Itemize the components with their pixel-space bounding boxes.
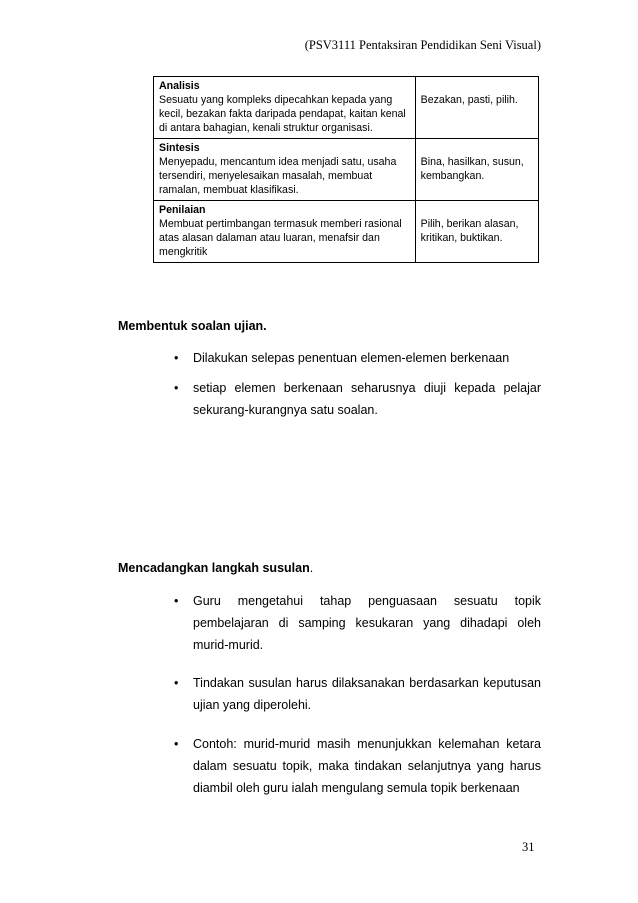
row-verbs-text: Pilih, berikan alasan, kritikan, buktikan. [420,218,519,244]
page-number: 31 [522,840,535,854]
bullet-icon: • [174,381,179,395]
bullet-icon: • [174,594,179,608]
table-cell [154,139,416,201]
table-row [154,201,539,263]
row-title: Sintesis [159,142,200,154]
row-description: Menyepadu, mencantum idea menjadi satu, usaha tersendiri, menyelesaikan masalah, membuat ramalan, membuat klasifikasi. [159,156,397,196]
list-item [174,590,541,656]
row-verbs [415,77,538,139]
list-item-text: Contoh: murid-murid masih menunjukkan kelemahan ketara dalam sesuatu topik, maka tindakan selanjutnya yang harus diambil oleh guru ialah mengulang semula topik berkenaan [193,737,541,795]
list-item-text: Dilakukan selepas penentuan elemen-elemen berkenaan [193,351,510,365]
list-item [174,377,541,421]
taxonomy-table [153,76,539,263]
bullet-icon: • [174,737,179,751]
row-verbs-text: Bina, hasilkan, susun, kembangkan. [420,156,524,182]
row-description: Sesuatu yang kompleks dipecahkan kepada yang kecil, bezakan fakta daripada pendapat, kaitan kenal di antara bahagian, kenali struktur organisasi. [159,94,406,134]
row-verbs [415,139,538,201]
list-item-text: setiap elemen berkenaan seharusnya diuji kepada pelajar sekurang-kurangnya satu soalan. [193,381,541,417]
row-verbs [415,201,538,263]
section-heading-text: Mencadangkan langkah susulan [118,561,310,575]
table-row [154,77,539,139]
table-row [154,139,539,201]
list-item-text: Tindakan susulan harus dilaksanakan berdasarkan keputusan ujian yang diperolehi. [193,676,541,712]
section-heading: Membentuk soalan ujian. [118,319,267,333]
bullet-icon: • [174,351,179,365]
heading-period: . [309,561,314,575]
list-item [174,347,541,369]
row-description: Membuat pertimbangan termasuk memberi rasional atas alasan dalaman atau luaran, menafsir dan mengkritik [159,218,402,258]
list-item [174,733,541,799]
table-cell [154,201,416,263]
page-header: (PSV3111 Pentaksiran Pendidikan Seni Visual) [304,38,541,52]
bullet-icon: • [174,676,179,690]
row-title: Penilaian [159,204,206,216]
row-title: Analisis [159,80,200,92]
table-cell [154,77,416,139]
section-heading [118,561,313,575]
row-verbs-text: Bezakan, pasti, pilih. [420,94,518,106]
list-item-text: Guru mengetahui tahap penguasaan sesuatu topik pembelajaran di samping kesukaran yang dihadapi oleh murid-murid. [193,594,541,652]
list-item [174,672,541,716]
